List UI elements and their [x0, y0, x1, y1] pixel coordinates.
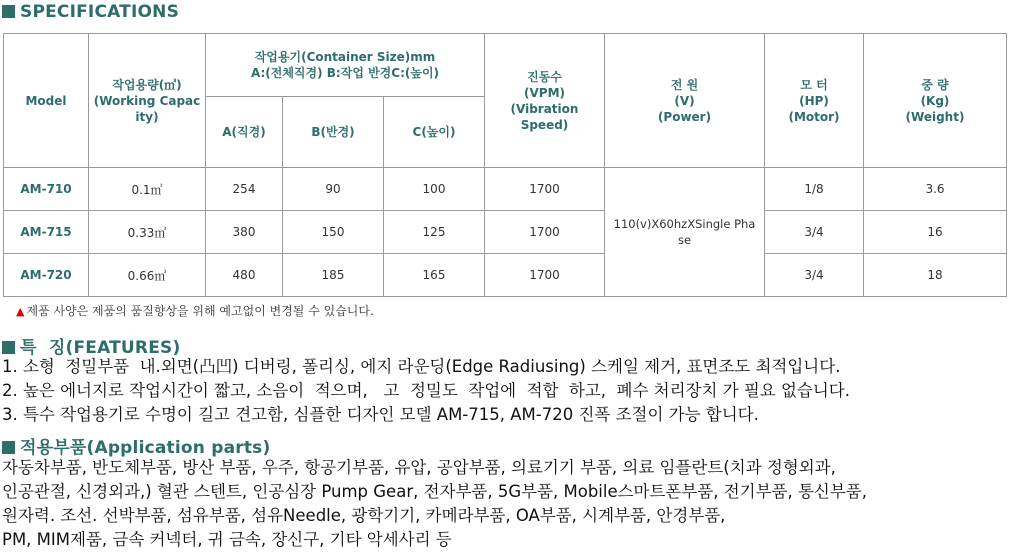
motor-cell: 3/4 [765, 254, 864, 297]
application-line: PM, MIM제품, 금속 커넥터, 귀 금속, 장신구, 기타 악세사리 등 [2, 530, 452, 549]
weight-cell: 18 [864, 254, 1007, 297]
application-heading [2, 433, 270, 458]
header-power: 전 원 (V) (Power) [605, 34, 765, 168]
weight-cell: 3.6 [864, 168, 1007, 211]
header-capacity: 작업용량(㎥) (Working Capac ity) [89, 34, 206, 168]
feature-item: 1. 소형 정밀부품 내.외면(凸凹) 디버링, 폴리싱, 에지 라운딩(Edge Radiusing) 스케일 제거, 표면조도 최적입니다. [2, 357, 841, 376]
header-container-size: 작업용기(Container Size)mm A:(전체직경) B:작업 반경C:(높이) [206, 34, 485, 97]
motor-cell: 1/8 [765, 168, 864, 211]
feature-item: 3. 특수 작업용기로 수명이 길고 견고함, 심플한 디자인 모델 AM-715, AM-720 진폭 조절이 가능 합니다. [2, 405, 759, 424]
header-motor: 모 터 (HP) (Motor) [765, 34, 864, 168]
table-row [4, 254, 1007, 297]
power-cell: 110(v)X60hzXSingle Pha se [605, 168, 765, 297]
b-cell: 90 [283, 168, 384, 211]
motor-cell: 3/4 [765, 211, 864, 254]
capacity-cell: 0.33㎥ [89, 211, 206, 254]
header-a-diameter: A(직경) [206, 97, 283, 168]
feature-item: 2. 높은 에너지로 작업시간이 짧고, 소음이 적으며, 고 정밀도 작업에 적합 하고, 폐수 처리장치 가 필요 없습니다. [2, 381, 850, 400]
a-cell: 480 [206, 254, 283, 297]
c-cell: 165 [384, 254, 485, 297]
square-bullet-icon [2, 441, 15, 454]
header-weight: 중 량 (Kg) (Weight) [864, 34, 1007, 168]
features-list [2, 355, 850, 427]
warning-triangle-icon: ▲ [16, 305, 25, 318]
spec-table [3, 33, 1007, 297]
specifications-title: SPECIFICATIONS [20, 2, 180, 22]
model-cell: AM-715 [4, 211, 89, 254]
b-cell: 185 [283, 254, 384, 297]
weight-cell: 16 [864, 211, 1007, 254]
a-cell: 254 [206, 168, 283, 211]
application-line: 자동차부품, 반도체부품, 방산 부품, 우주, 항공기부품, 유압, 공압부품, 의료기기 부품, 의료 임플란트(치과 정형외과, [2, 458, 836, 477]
c-cell: 100 [384, 168, 485, 211]
a-cell: 380 [206, 211, 283, 254]
square-bullet-icon [2, 341, 15, 354]
vpm-cell: 1700 [485, 211, 605, 254]
table-row [4, 211, 1007, 254]
b-cell: 150 [283, 211, 384, 254]
application-title: 적용부품(Application parts) [20, 438, 271, 458]
header-c-height: C(높이) [384, 97, 485, 168]
header-vibration: 진동수 (VPM) (Vibration Speed) [485, 34, 605, 168]
c-cell: 125 [384, 211, 485, 254]
application-list [2, 456, 867, 552]
table-row [4, 168, 1007, 211]
header-b-radius: B(반경) [283, 97, 384, 168]
spec-note-text: 제품 사양은 제품의 품질향상을 위해 예고없이 변경될 수 있습니다. [26, 304, 374, 318]
model-cell: AM-720 [4, 254, 89, 297]
specifications-heading [2, 2, 179, 22]
vpm-cell: 1700 [485, 168, 605, 211]
spec-note [16, 302, 374, 319]
capacity-cell: 0.66㎥ [89, 254, 206, 297]
model-cell: AM-710 [4, 168, 89, 211]
application-line: 인공관절, 신경외과,) 혈관 스텐트, 인공심장 Pump Gear, 전자부품, 5G부품, Mobile스마트폰부품, 전기부품, 통신부품, [2, 482, 867, 501]
capacity-cell: 0.1㎥ [89, 168, 206, 211]
square-bullet-icon [2, 5, 15, 18]
features-title: 특 징(FEATURES) [20, 338, 181, 358]
header-model: Model [4, 34, 89, 168]
vpm-cell: 1700 [485, 254, 605, 297]
application-line: 원자력. 조선. 선박부품, 섬유부품, 섬유Needle, 광학기기, 카메라부품, OA부품, 시계부품, 안경부품, [2, 506, 726, 525]
